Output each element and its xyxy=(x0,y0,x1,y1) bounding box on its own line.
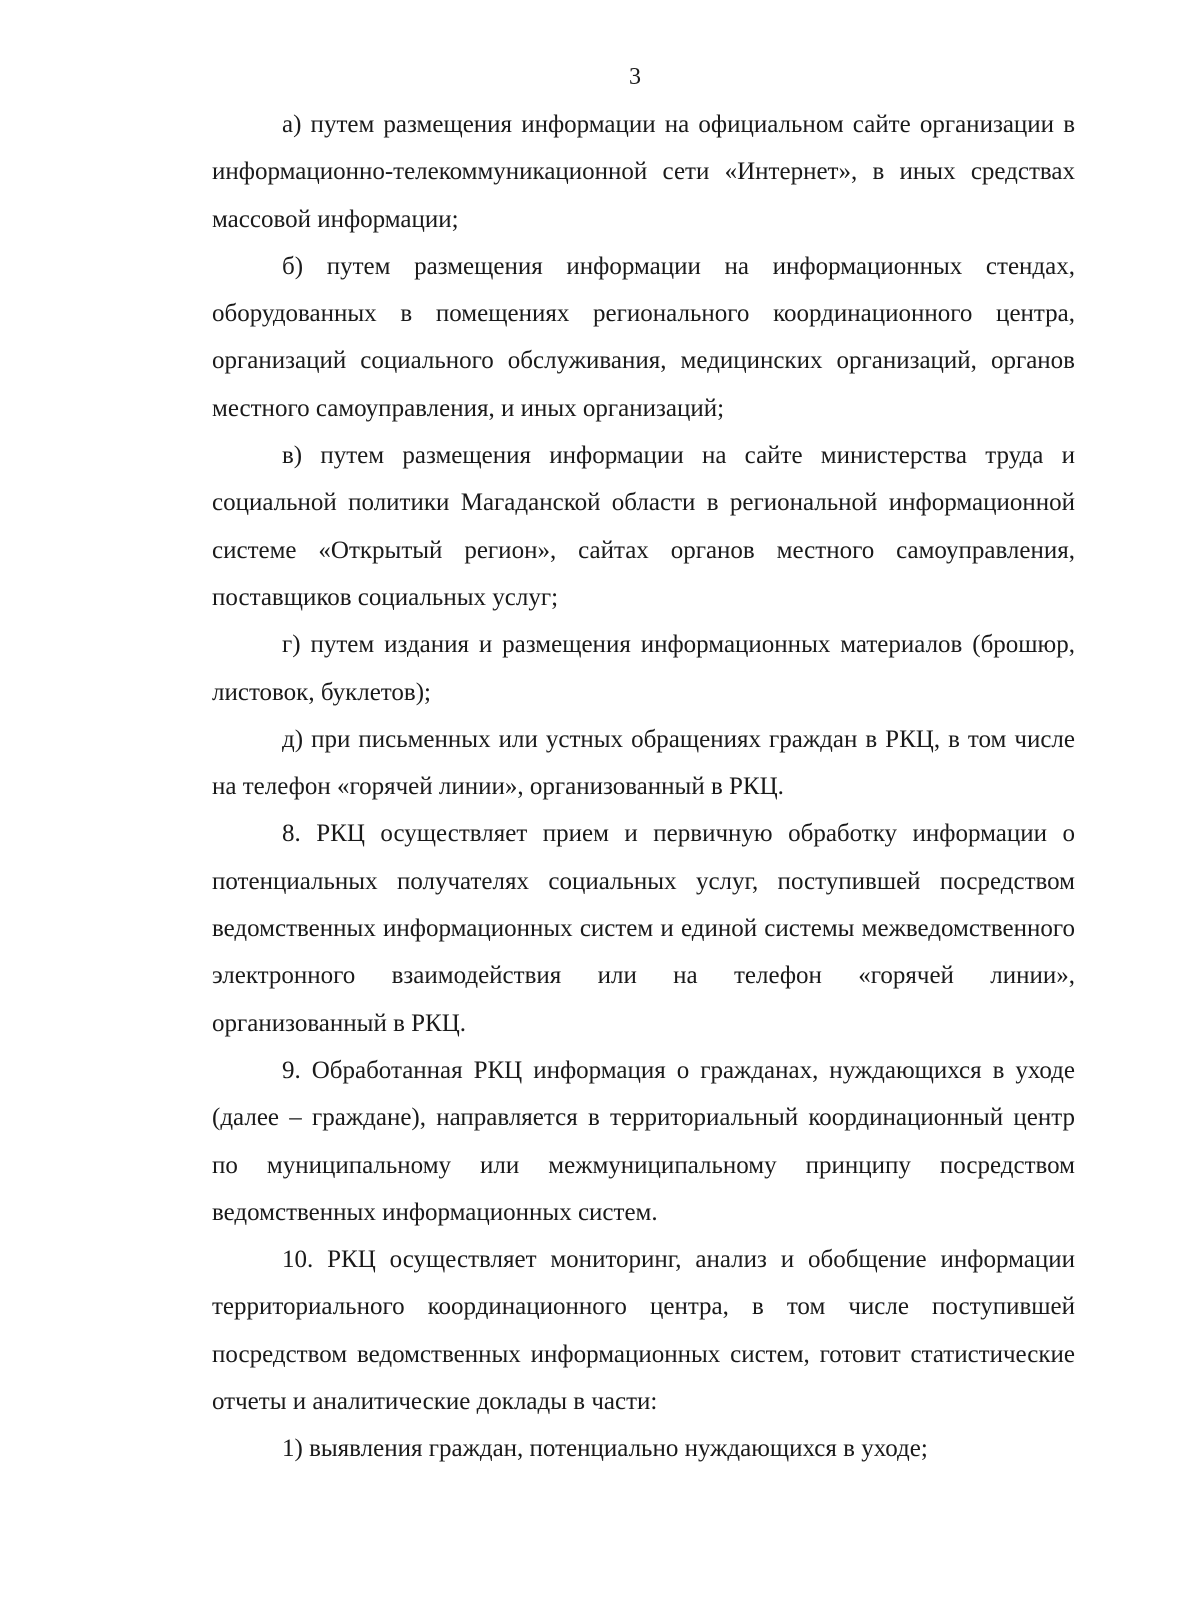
page-number: 3 xyxy=(629,64,641,90)
paragraph-clause-8: 8. РКЦ осуществляет прием и первичную обработку информации о потенциальных получателях социальных услуг, поступившей посредством ведомственных информационных систем и единой системы межведомственного электронного взаимодействия или на телефон «горячей линии», организованный в РКЦ. xyxy=(212,820,1075,1037)
paragraph-clause-10: 10. РКЦ осуществляет мониторинг, анализ и обобщение информации территориального координационного центра, в том числе поступившей посредством ведомственных информационных систем, готовит статистические отчеты и аналитические доклады в части: xyxy=(212,1246,1075,1416)
paragraph-item-a: а) путем размещения информации на официальном сайте организации в информационно-телекоммуникационной сети «Интернет», в иных средствах массовой информации; xyxy=(212,111,1075,233)
paragraph-item-b: б) путем размещения информации на информационных стендах, оборудованных в помещениях регионального координационного центра, организаций социального обслуживания, медицинских организаций, органов местного самоуправления, и иных организаций; xyxy=(212,252,1075,422)
paragraph-item-g: г) путем издания и размещения информационных материалов (брошюр, листовок, буклетов); xyxy=(212,631,1075,706)
paragraph-item-d: д) при письменных или устных обращениях граждан в РКЦ, в том числе на телефон «горячей линии», организованный в РКЦ. xyxy=(212,725,1075,801)
document-body xyxy=(212,101,1075,1473)
paragraph-item-v: в) путем размещения информации на сайте министерства труда и социальной политики Магаданской области в региональной информационной системе «Открытый регион», сайтах органов местного самоуправления, поставщиков социальных услуг; xyxy=(212,442,1075,611)
paragraph-clause-9: 9. Обработанная РКЦ информация о гражданах, нуждающихся в уходе (далее – граждане), направляется в территориальный координационный центр по муниципальному или межмуниципальному принципу посредством ведомственных информационных систем. xyxy=(212,1056,1075,1226)
paragraph-subitem-1: 1) выявления граждан, потенциально нуждающихся в уходе; xyxy=(282,1435,928,1463)
